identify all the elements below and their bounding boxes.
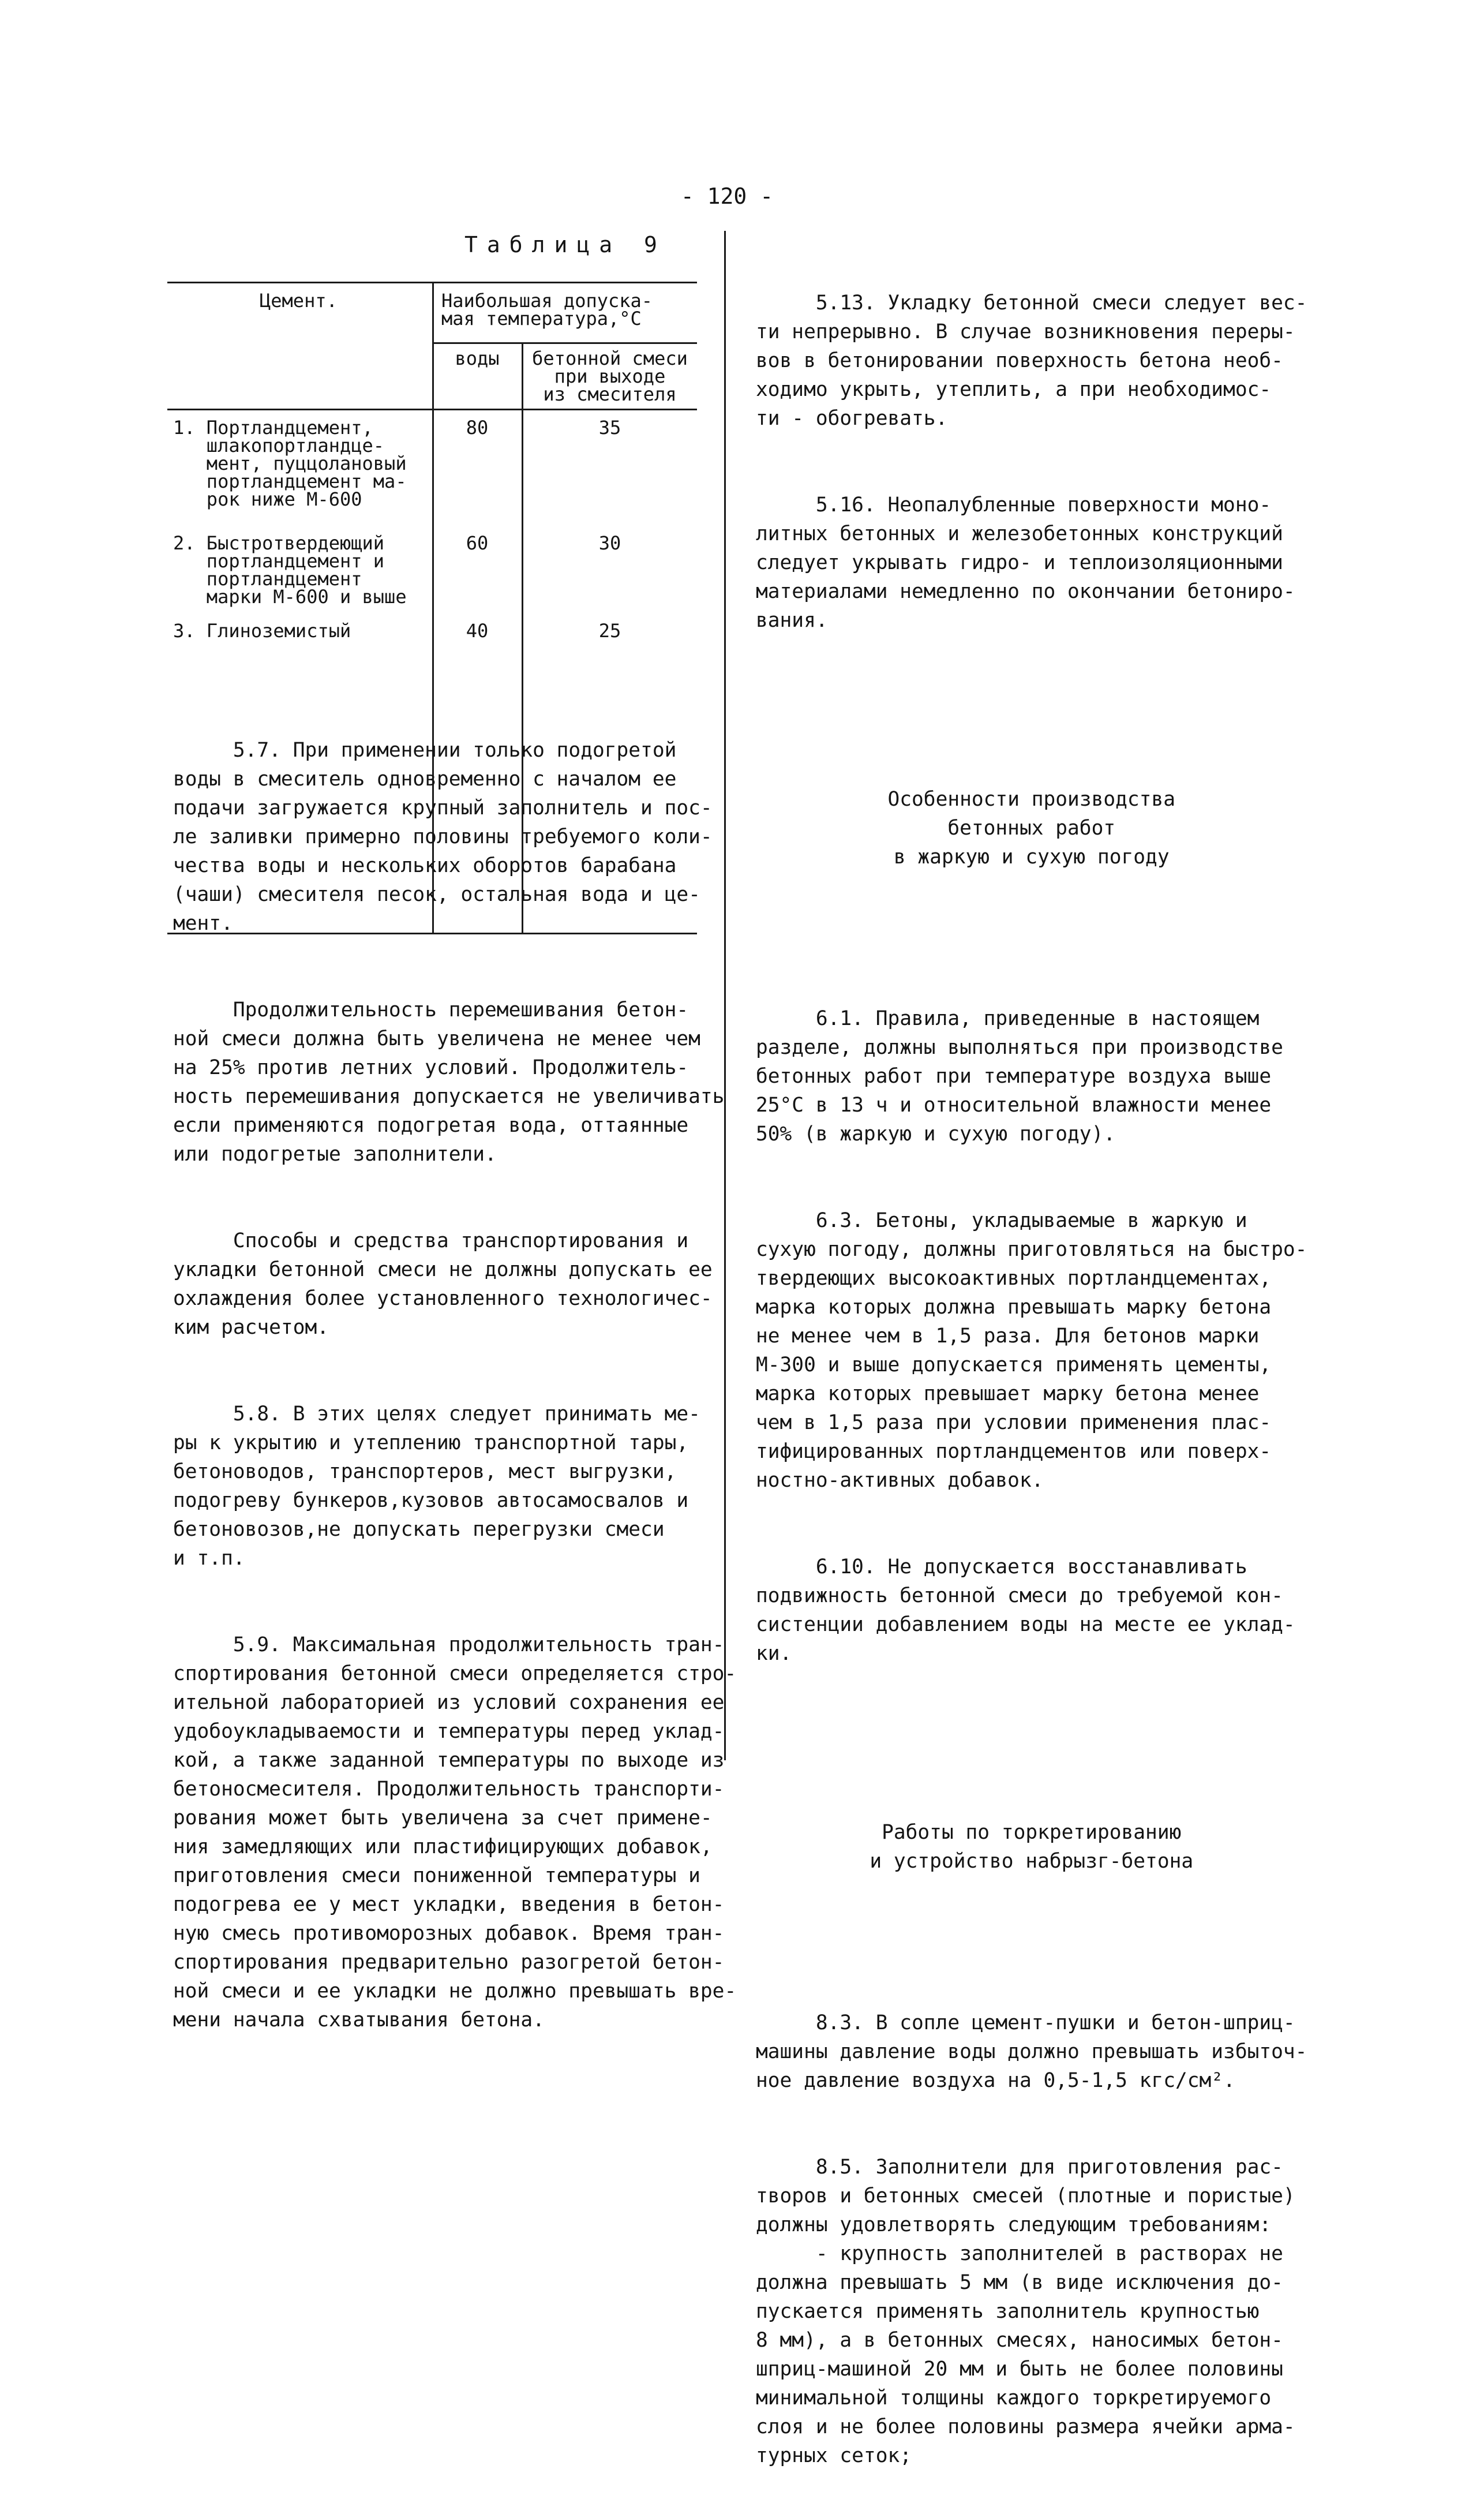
row-1-cement: 1. Портландцемент, шлакопортландце- мент, пуццолановый портландцемент ма- рок ниже М-600 (173, 417, 407, 510)
header-temperature: Наибольшая допуска- мая температура,°С (441, 290, 653, 330)
paragraph-6-1: 6.1. Правила, приведенные в настоящем разделе, должны выполняться при производстве бетонных работ при температуре воздуха выше 25°С в 13 ч и относительной влажности менее 50% (в жаркую и сухую погоду). (756, 1007, 1283, 1146)
row-2-cement: 2. Быстротвердеющий портландцемент и портландцемент марки М-600 и выше (173, 532, 407, 608)
left-column (173, 678, 736, 2063)
row-3-water: 40 (466, 620, 489, 642)
header-water: воды (455, 347, 500, 369)
paragraph-8-5: 8.5. Заполнители для приготовления рас- творов и бетонных смесей (плотные и пористые) должны удовлетворять следующим требованиям: - крупность заполнителей в растворах не должна превышать 5 мм (в виде исключения до- пускается применять заполнитель крупностью 8 мм), а в бетонных смесях, наносимых бетон- шприц-машиной 20 мм и быть не более половины минимальной толщины каждого торкретируемого слоя и не более половины размера ячейки арма- турных сеток; (756, 2156, 1295, 2467)
row-2-water: 60 (466, 532, 489, 554)
paragraph-5-8: 5.8. В этих целях следует принимать ме- ры к укрытию и утеплению транспортной тары, бетоноводов, транспортеров, мест выгрузки, подогреву бункеров,кузовов автосамосвалов и бетоновозов,не допускать перегрузки смеси и т.п. (173, 1402, 700, 1570)
row-1-mix: 35 (598, 417, 621, 439)
paragraph-5-7: 5.7. При применении только подогретой воды в смеситель одновременно с началом ее подачи загружается крупный заполнитель и пос- ле заливки примерно половины требуемого коли- чества воды и нескольких оборотов барабана (чаши) смесителя песок, остальная вода и це- мент. (173, 739, 713, 935)
row-1-water: 80 (466, 417, 489, 439)
row-3-mix: 25 (598, 620, 621, 642)
paragraph-5-9: 5.9. Максимальная продолжительность тран- спортирования бетонной смеси определяется стро- ительной лабораторией из условий сохранения ее удобоукладываемости и температуры перед уклад- кой, а также заданной температуры по выходе из бетоносмесителя. Продолжительность транспорти- рования может быть увеличена за счет примене- ния замедляющих или пластифицирующих добавок, приготовления смеси пониженной температуры и подогрева ее у мест укладки, введения в бетон- ную смесь противоморозных добавок. Время тран- спортирования предварительно разогретой бетон- ной смеси и ее укладки не должно превышать вре- мени начала схватывания бетона. (173, 1633, 737, 2032)
right-column (756, 231, 1307, 2499)
row-2-mix: 30 (598, 532, 621, 554)
paragraph-transport-methods: Способы и средства транспортирования и укладки бетонной смеси не должны допускать ее охлаждения более установленного технологичес- ким расчетом. (173, 1229, 713, 1339)
paragraph-6-10: 6.10. Не допускается восстанавливать подвижность бетонной смеси до требуемой кон- систенции добавлением воды на месте ее уклад- ки. (756, 1555, 1295, 1665)
page-number: - 120 - (680, 184, 774, 209)
section-heading-hot-weather: Особенности производства бетонных работ в жаркую и сухую погоду (887, 788, 1175, 869)
section-heading-shotcrete: Работы по торкретированию и устройство набрызг-бетона (870, 1821, 1194, 1873)
header-mix: бетонной смеси при выходе из смесителя (532, 347, 688, 405)
paragraph-5-13: 5.13. Укладку бетонной смеси следует вес- ти непрерывно. В случае возникновения переры- вов в бетонировании поверхность бетона необ- ходимо укрыть, утеплить, а при необходимос- ти - обогревать. (756, 291, 1307, 430)
paragraph-mixing-duration: Продолжительность перемешивания бетон- ной смеси должна быть увеличена не менее чем на 25% против летних условий. Продолжитель- ность перемешивания допускается не увеличивать если применяются подогретая вода, оттаянные или подогретые заполнители. (173, 998, 725, 1166)
row-3-cement: 3. Глиноземистый (173, 620, 351, 642)
paragraph-5-16: 5.16. Неопалубленные поверхности моно- литных бетонных и железобетонных конструкций следует укрывать гидро- и теплоизоляционными материалами немедленно по окончании бетониро- вания. (756, 493, 1295, 632)
paragraph-8-3: 8.3. В сопле цемент-пушки и бетон-шприц- машины давление воды должно превышать избыточ- ное давление воздуха на 0,5-1,5 кгс/см². (756, 2011, 1307, 2092)
header-cement: Цемент. (260, 290, 338, 312)
table-caption: Таблица 9 (464, 232, 666, 257)
paragraph-6-3: 6.3. Бетоны, укладываемые в жаркую и сухую погоду, должны приготовляться на быстро- твердеющих высокоактивных портландцементах, марка которых должна превышать марку бетона не менее чем в 1,5 раза. Для бетонов марки М-300 и выше допускается применять цементы, марка которых превышает марку бетона менее чем в 1,5 раза при условии применения плас- тифицированных портландцементов или поверх- ностно-активных добавок. (756, 1209, 1307, 1492)
